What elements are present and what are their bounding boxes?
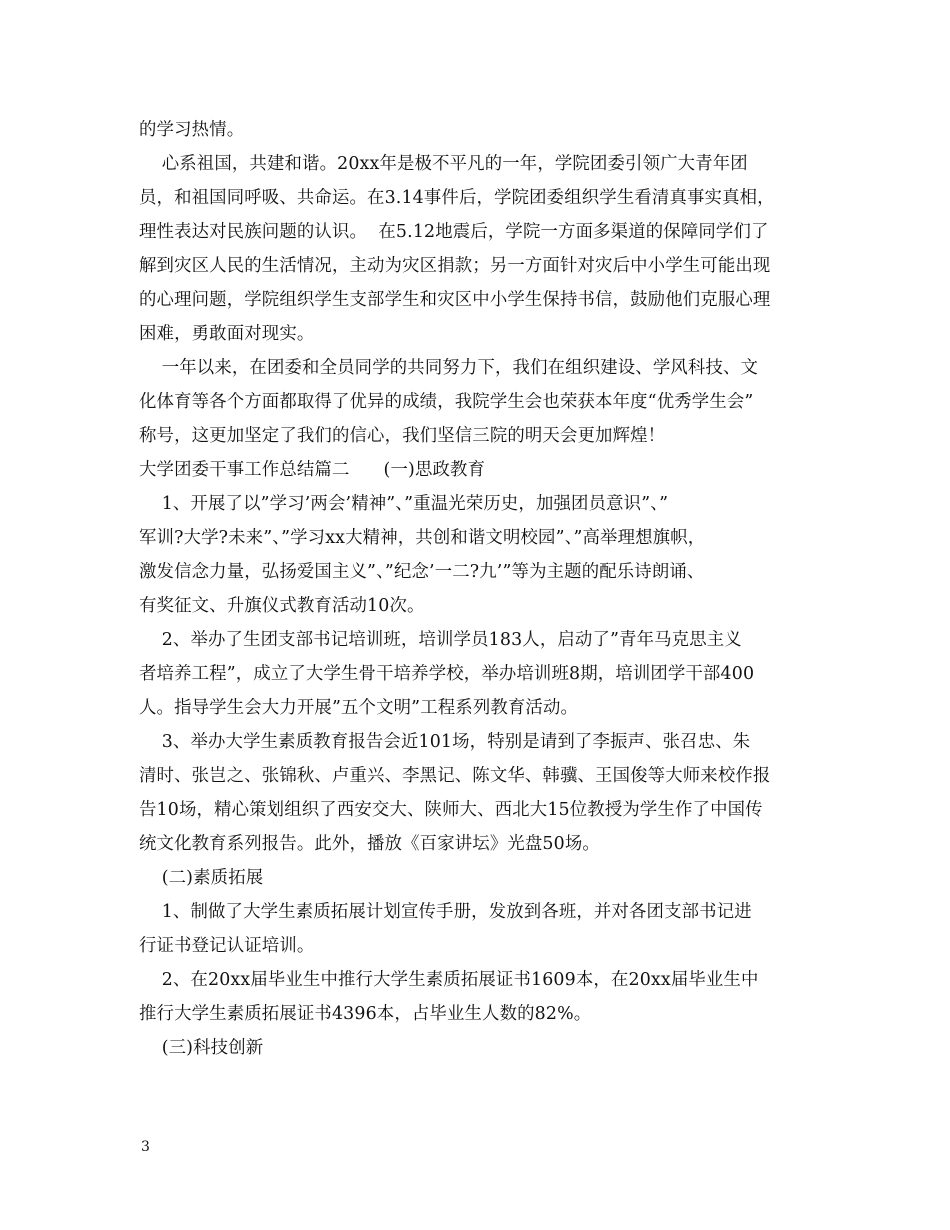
- text-line: 人。指导学生会大力开展”五个文明”工程系列教育活动。: [139, 698, 579, 718]
- text-line: 2、举办了生团支部书记培训班，培训学员183人，启动了”青年马克思主义: [139, 630, 742, 650]
- subsection-heading: (三)科技创新: [139, 1038, 264, 1058]
- text-line: 2、在20xx届毕业生中推行大学生素质拓展证书1609本，在20xx届毕业生中: [139, 970, 759, 990]
- section-heading: 大学团委干事工作总结篇二 (一)思政教育: [139, 460, 486, 480]
- text-line: 清时、张岂之、张锦秋、卢重兴、李黑记、陈文华、韩骥、王国俊等大师来校作报: [139, 766, 771, 786]
- text-line: 推行大学生素质拓展证书4396本，占毕业生人数的82%。: [139, 1004, 592, 1024]
- text-line: 告10场，精心策划组织了西安交大、陕师大、西北大15位教授为学生作了中国传: [139, 800, 763, 820]
- text-line: 的学习热情。: [139, 120, 245, 140]
- text-line: 行证书登记认证培训。: [139, 936, 315, 956]
- text-line: 的心理问题，学院组织学生支部学生和灾区中小学生保持书信，鼓励他们克服心理: [139, 290, 771, 310]
- text-line: 3、举办大学生素质教育报告会近101场，特别是请到了李振声、张召忠、朱: [139, 732, 751, 752]
- text-line: 化体育等各个方面都取得了优异的成绩，我院学生会也荣获本年度“优秀学生会”: [139, 392, 754, 412]
- text-line: 激发信念力量，弘扬爱国主义”、”纪念’一二?九’”等为主题的配乐诗朗诵、: [139, 562, 705, 582]
- subsection-heading: (二)素质拓展: [139, 868, 264, 888]
- text-line: 一年以来，在团委和全员同学的共同努力下，我们在组织建设、学风科技、文: [139, 358, 759, 378]
- text-line: 1、制做了大学生素质拓展计划宣传手册，发放到各班，并对各团支部书记进: [139, 902, 752, 922]
- text-line: 有奖征文、升旗仪式教育活动10次。: [139, 596, 425, 616]
- page-number: 3: [141, 1139, 150, 1155]
- text-line: 心系祖国，共建和谐。20xx年是极不平凡的一年，学院团委引领广大青年团: [139, 154, 748, 174]
- text-line: 者培养工程”，成立了大学生骨干培养学校，举办培训班8期，培训团学干部400: [139, 664, 755, 684]
- text-line: 理性表达对民族问题的认识。 在5.12地震后，学院一方面多渠道的保障同学们了: [139, 222, 769, 242]
- text-line: 军训?大学?未来”、”学习xx大精神，共创和谐文明校园”、”高举理想旗帜，: [139, 528, 706, 548]
- text-line: 员，和祖国同呼吸、共命运。在3.14事件后，学院团委组织学生看清真事实真相，: [139, 188, 775, 208]
- text-line: 统文化教育系列报告。此外，播放《百家讲坛》光盘50场。: [139, 834, 600, 854]
- text-line: 1、开展了以”学习’两会’精神”、”重温光荣历史，加强团员意识”、”: [139, 494, 669, 514]
- text-line: 称号，这更加坚定了我们的信心，我们坚信三院的明天会更加辉煌！: [139, 426, 666, 446]
- text-line: 解到灾区人民的生活情况，主动为灾区捐款；另一方面针对灾后中小学生可能出现: [139, 256, 771, 276]
- text-line: 困难，勇敢面对现实。: [139, 324, 315, 344]
